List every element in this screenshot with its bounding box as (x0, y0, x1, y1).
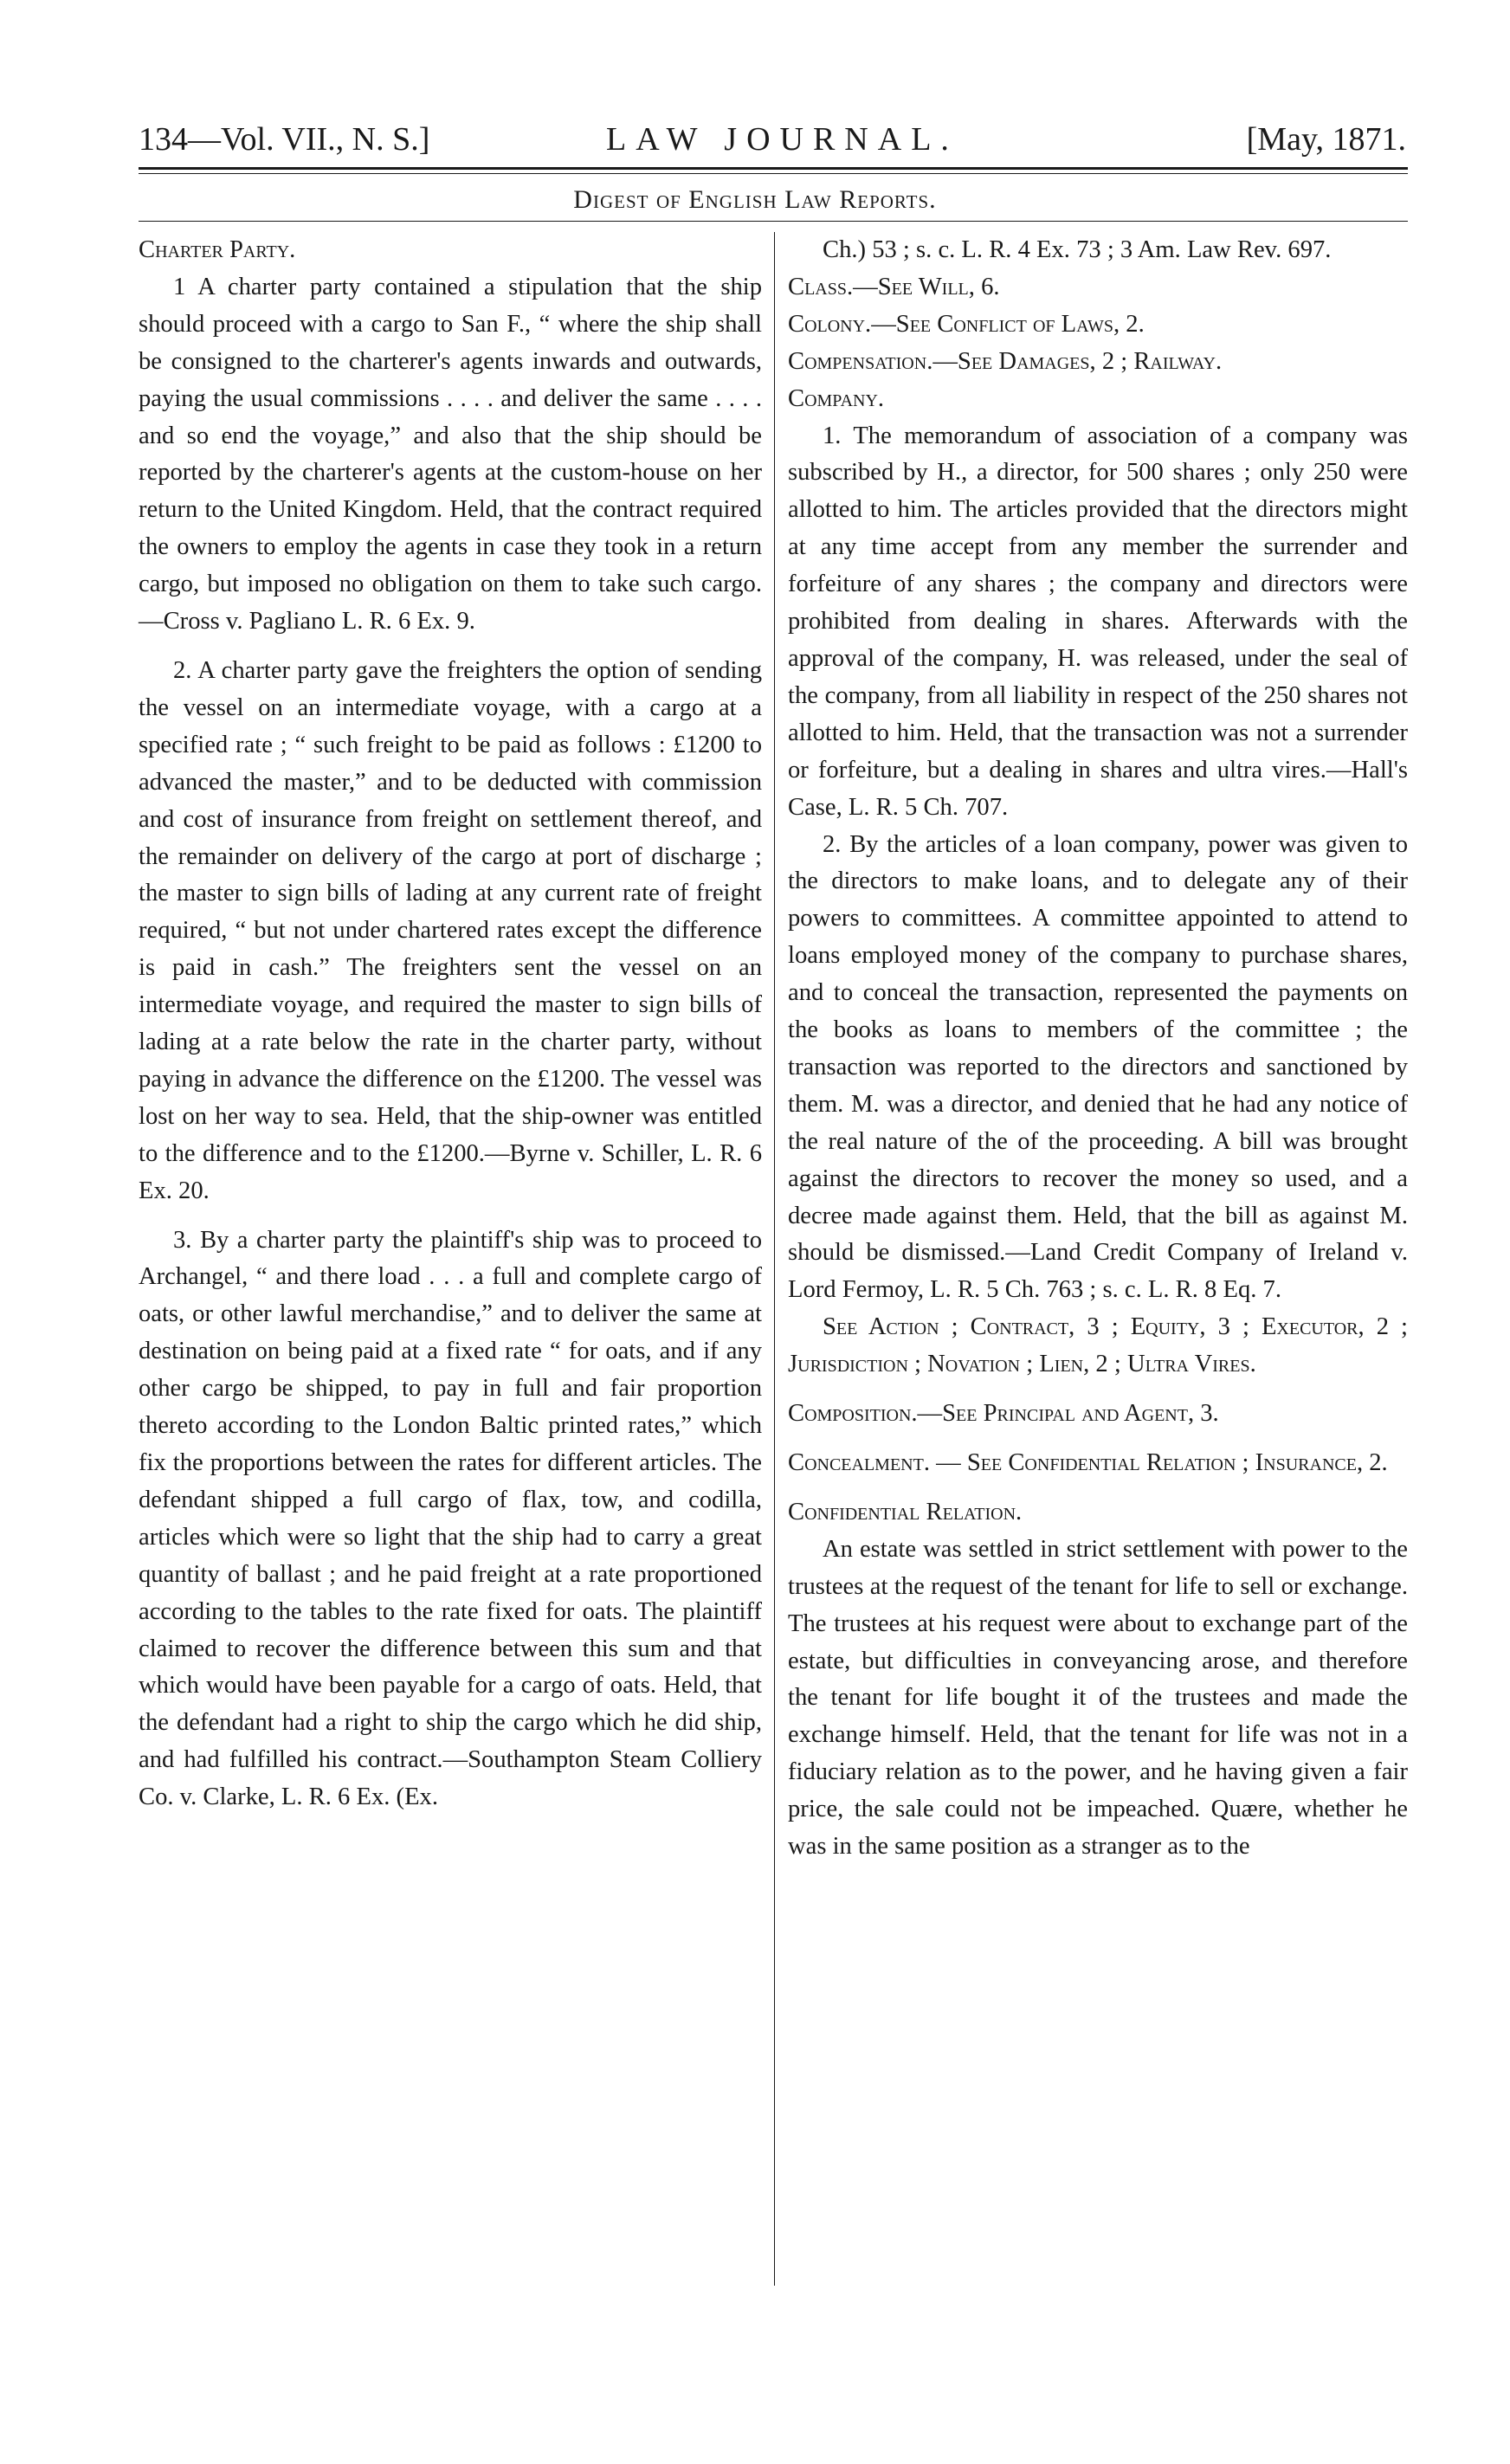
cross-ref-composition: Composition.—See Principal and Agent, 3. (788, 1400, 1219, 1428)
cross-ref-class: Class.—See Will, 6. (788, 273, 1000, 300)
entry-heading-confidential-relation: Confidential Relation. (788, 1498, 1023, 1525)
citation-continued: Ch.) 53 ; s. c. L. R. 4 Ex. 73 ; 3 Am. Law Rev. 697. (823, 236, 1332, 263)
charter-party-case-1: 1 A charter party contained a stipulation that the ship should proceed with a cargo to San F., “ where the ship shall be consigned to the charterer's agents inwards and outwards, paying the usual commissions . . . . and deliver the same . . . . and so end the voyage,” and also that the ship should be reported by the charterer's agents at the custom-house on her return to the United Kingdom. Held, that the contract required the owners to employ the agents in case they took in a return cargo, but imposed no obligation on them to take such cargo.—Cross v. Pagliano L. R. 6 Ex. 9. (139, 273, 762, 635)
company-case-2: 2. By the articles of a loan company, power was given to the directors to make loans, and to delegate any of their powers to committees. A committee appointed to attend to loans employed money of the company to purchase shares, and to conceal the transaction, represented the payments on the books as loans to members of the committee ; the transaction was reported to the directors and sanctioned by them. M. was a director, and denied that he had any notice of the real nature of the of the proceeding. A bill was brought against the directors to recover the money so used, and a decree made against them. Held, that the bill as against M. should be dismissed.—Land Credit Company of Ireland v. Lord Fermoy, L. R. 5 Ch. 763 ; s. c. L. R. 8 Eq. 7. (788, 830, 1408, 1304)
section-title: Digest of English Law Reports. (573, 185, 937, 214)
entry-heading-charter-party: Charter Party. (139, 236, 296, 263)
cross-ref-compensation: Compensation.—See Damages, 2 ; Railway. (788, 347, 1223, 375)
charter-party-case-3: 3. By a charter party the plaintiff's ship was to proceed to Archangel, “ and there load . . . a full and complete cargo of oats, or other lawful merchandise,” and to deliver the same at destination on being paid at a fixed rate “ for oats, and if any other cargo be shipped, to pay in full and fair proportion thereto according to the London Baltic printed rates,” which fix the proportions between the rates for different articles. The defendant shipped a full cargo of flax, tow, and codilla, articles which were so light that the ship had to carry a great quantity of ballast ; and he paid freight at a rate proportioned according to the tables to the rate fixed for oats. The plaintiff claimed to recover the difference between this sum and that which would have been payable for a cargo of oats. Held, that the defendant had a right to ship the cargo which he did ship, and had fulfilled his contract.—Southampton Steam Colliery Co. v. Clarke, L. R. 6 Ex. (Ex. (139, 1226, 762, 1811)
column-divider (774, 232, 775, 2286)
header-rule-thick (139, 167, 1408, 170)
company-see-also: See Action ; Contract, 3 ; Equity, 3 ; Executor, 2 ; Jurisdiction ; Novation ; Lien, 2 ; Ultra Vires. (788, 1313, 1408, 1378)
right-column (788, 232, 1408, 1866)
running-head-date: [May, 1871. (1246, 121, 1406, 158)
cross-ref-colony: Colony.—See Conflict of Laws, 2. (788, 310, 1145, 338)
running-head-volume: 134—Vol. VII., N. S.] (139, 121, 430, 158)
section-rule (139, 221, 1408, 222)
confidential-relation-case: An estate was settled in strict settlement with power to the trustees at the request of the tenant for life to sell or exchange. The trustees at his request were about to exchange part of the estate, but difficulties in conveyancing arose, and therefore the tenant for life bought it of the trustees and made the exchange himself. Held, that the tenant for life was not in a fiduciary relation as to the power, and he having given a fair price, the sale could not be impeached. Quære, whether he was in the same position as a stranger as to the (788, 1535, 1408, 1861)
entry-heading-company: Company. (788, 384, 885, 412)
running-head-title: LAW JOURNAL. (606, 121, 958, 158)
left-column (139, 232, 762, 1816)
charter-party-case-2: 2. A charter party gave the freighters the option of sending the vessel on an intermediate voyage, with a cargo at a specified rate ; “ such freight to be paid as follows : £1200 to advanced the master,” and to be deducted with commission and cost of insurance from freight on settlement thereof, and the remainder on delivery of the cargo at port of discharge ; the master to sign bills of lading at any current rate of freight required, “ but not under chartered rates except the difference is paid in cash.” The freighters sent the vessel on an intermediate voyage, and required the master to sign bills of lading at a rate below the rate in the charter party, without paying in advance the difference on the £1200. The vessel was lost on her way to sea. Held, that the ship-owner was entitled to the difference and to the £1200.—Byrne v. Schiller, L. R. 6 Ex. 20. (139, 656, 762, 1204)
cross-ref-concealment: Concealment. — See Confidential Relation ; Insurance, 2. (788, 1449, 1388, 1476)
company-case-1: 1. The memorandum of association of a company was subscribed by H., a director, for 500 shares ; only 250 were allotted to him. The articles provided that the directors might at any time accept from any member the surrender and forfeiture of any shares ; the company and directors were prohibited from dealing in shares. Afterwards with the approval of the company, H. was released, under the seal of the company, from all liability in respect of the 250 shares not allotted to him. Held, that the transaction was not a surrender or forfeiture, but a dealing in shares and ultra vires.—Hall's Case, L. R. 5 Ch. 707. (788, 422, 1408, 821)
header-rule-thin (139, 173, 1408, 174)
